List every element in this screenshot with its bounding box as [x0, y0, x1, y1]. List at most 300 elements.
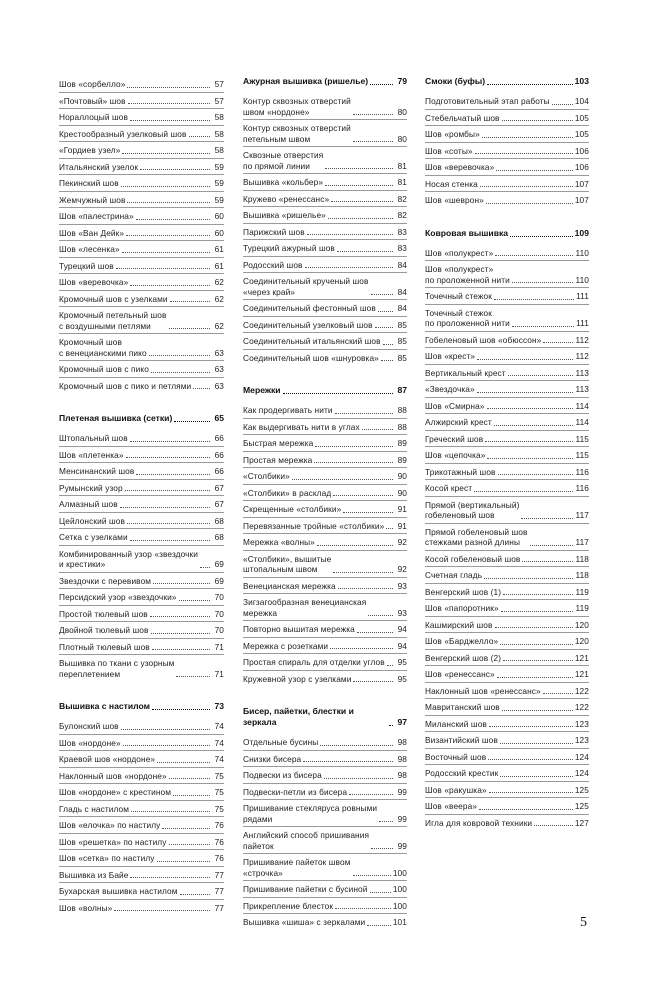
entry-title: Турецкий ажурный шов: [243, 243, 335, 253]
entry-title: Шов «Ван Дейк»: [59, 227, 125, 238]
entry-page: 84: [397, 259, 407, 270]
entry-page: 113: [575, 384, 589, 394]
entry-page: 93: [397, 607, 407, 618]
entry-page: 95: [397, 657, 407, 667]
entry-page: 85: [397, 336, 407, 346]
toc-entry[interactable]: [425, 815, 589, 831]
toc-entry[interactable]: [59, 784, 224, 801]
toc-entry[interactable]: [59, 258, 224, 275]
entry-page: 59: [214, 178, 224, 188]
entry-page: 68: [214, 515, 224, 526]
dot-leader: [503, 594, 573, 595]
entry-page: 117: [575, 537, 589, 547]
dot-leader: [169, 328, 210, 329]
dot-leader: [130, 441, 210, 442]
dot-leader: [475, 153, 573, 154]
toc-entry[interactable]: [425, 584, 589, 601]
dot-leader: [126, 457, 210, 458]
toc-entry[interactable]: [243, 551, 407, 578]
entry-page: 120: [574, 636, 589, 646]
entry-title: Пришивание пайетки с бусиной: [243, 884, 368, 894]
entry-page: 88: [397, 421, 407, 432]
entry-title: Соединительный крученый шов «через край»: [243, 276, 369, 297]
entry-title: «Почтовый» шов: [59, 95, 126, 106]
toc-entry[interactable]: [243, 207, 407, 224]
toc-entry[interactable]: [59, 241, 224, 258]
toc-entry[interactable]: [425, 332, 589, 349]
dot-leader: [357, 632, 393, 633]
toc-entry[interactable]: [243, 435, 407, 452]
dot-leader: [543, 693, 573, 694]
entry-title: Как выдергивать нити в углах: [243, 421, 360, 432]
toc-entry[interactable]: [59, 655, 224, 681]
toc-entry[interactable]: [243, 257, 407, 274]
toc-entry[interactable]: [59, 430, 224, 447]
entry-page: 70: [214, 608, 224, 619]
section-header[interactable]: [59, 413, 224, 424]
toc-entry[interactable]: [59, 546, 224, 573]
dot-leader: [479, 809, 573, 810]
toc-entry[interactable]: [243, 224, 407, 241]
toc-entry[interactable]: [425, 176, 589, 193]
toc-entry[interactable]: [59, 126, 224, 143]
dot-leader: [153, 583, 210, 584]
toc-entry[interactable]: [59, 208, 224, 225]
toc-entry[interactable]: [243, 578, 407, 595]
toc-entry[interactable]: [59, 834, 224, 851]
entry-page: 76: [214, 836, 224, 847]
toc-entry[interactable]: [59, 225, 224, 242]
toc-entry[interactable]: [59, 175, 224, 192]
toc-entry[interactable]: [243, 317, 407, 334]
dot-leader: [487, 408, 574, 409]
entry-page: 115: [575, 450, 589, 460]
entry-page: 69: [214, 559, 224, 569]
dot-leader: [497, 677, 573, 678]
dot-leader: [170, 301, 210, 302]
toc-entry[interactable]: [425, 381, 589, 398]
entry-title: «Столбики»: [243, 471, 290, 481]
entry-page: 104: [574, 96, 589, 106]
entry-title: Контур сквозных отверстий петельным швом: [243, 123, 351, 144]
entry-title: Кромочный петельный шов с воздушными петлями: [59, 310, 167, 331]
dot-leader: [495, 255, 573, 256]
entry-page: 75: [214, 770, 224, 781]
toc-entry[interactable]: [59, 192, 224, 209]
entry-page: 77: [214, 886, 224, 896]
toc-entry[interactable]: [425, 126, 589, 143]
dot-leader: [162, 828, 210, 829]
dot-leader: [353, 141, 393, 142]
entry-title: Бухарская вышивка настилом: [59, 886, 178, 896]
entry-title: Шов «шеврон»: [425, 195, 484, 205]
entry-title: Шов «плетенка»: [59, 449, 124, 460]
dot-leader: [283, 393, 393, 394]
entry-title: Наклонный шов «ренессанс»: [425, 685, 541, 696]
toc-entry[interactable]: [59, 463, 224, 480]
toc-entry[interactable]: [425, 798, 589, 815]
entry-title: Шов «папоротник»: [425, 603, 499, 613]
toc-entry[interactable]: [243, 671, 407, 687]
entry-title: Подвески из бисера: [243, 770, 322, 780]
entry-page: 70: [214, 592, 224, 602]
toc-entry[interactable]: [243, 402, 407, 419]
toc-entry[interactable]: [243, 93, 407, 120]
section-header[interactable]: [59, 701, 224, 712]
entry-title: Подготовительный этап работы: [425, 96, 550, 106]
toc-entry[interactable]: [59, 900, 224, 916]
toc-entry[interactable]: [243, 419, 407, 436]
section-header[interactable]: [243, 706, 407, 728]
toc-entry[interactable]: [59, 109, 224, 126]
dot-leader: [500, 644, 573, 645]
section-header[interactable]: [425, 76, 589, 87]
entry-page: 71: [214, 668, 224, 679]
entry-title: Миланский шов: [425, 718, 487, 729]
toc-entry[interactable]: [425, 666, 589, 683]
entry-page: 116: [575, 483, 589, 493]
toc-entry[interactable]: [59, 883, 224, 900]
entry-title: Соединительный шов «шнуровка»: [243, 352, 379, 363]
dot-leader: [169, 844, 211, 845]
toc-entry[interactable]: [59, 867, 224, 884]
toc-entry[interactable]: [59, 768, 224, 785]
entry-title: Шов «волны»: [59, 902, 113, 913]
toc-entry[interactable]: [243, 147, 407, 174]
toc-entry[interactable]: [243, 120, 407, 147]
toc-entry[interactable]: [59, 274, 224, 291]
entry-title: Вышивка «шиша» с зеркалами: [243, 917, 366, 927]
toc-entry[interactable]: [425, 749, 589, 766]
dot-leader: [325, 168, 393, 169]
toc-entry[interactable]: [425, 497, 589, 524]
entry-page: 117: [575, 510, 589, 520]
toc-entry[interactable]: [243, 333, 407, 350]
toc-entry[interactable]: [59, 378, 224, 394]
entry-title: Соединительный узелковый шов: [243, 319, 373, 330]
toc-entry[interactable]: [59, 573, 224, 590]
toc-entry[interactable]: [243, 485, 407, 502]
toc-column-1: [59, 76, 224, 935]
toc-entry[interactable]: [59, 735, 224, 752]
toc-entry[interactable]: [59, 513, 224, 530]
toc-entry[interactable]: [425, 365, 589, 382]
toc-entry[interactable]: [243, 350, 407, 366]
toc-entry[interactable]: [59, 76, 224, 93]
dot-leader: [512, 282, 574, 283]
toc-entry[interactable]: [425, 447, 589, 464]
section-header[interactable]: [243, 76, 407, 87]
entry-title: Шов «Смирна»: [425, 400, 485, 411]
dot-leader: [335, 908, 391, 909]
entry-page: 92: [397, 537, 407, 547]
toc-entry[interactable]: [425, 305, 589, 332]
toc-entry[interactable]: [425, 617, 589, 634]
toc-entry[interactable]: [243, 501, 407, 518]
entry-title: Шов «соты»: [425, 145, 473, 156]
toc-entry[interactable]: [243, 898, 407, 915]
entry-title: Сквозные отверстия по прямой линии: [243, 150, 324, 171]
toc-entry[interactable]: [425, 732, 589, 749]
dot-leader: [152, 649, 210, 650]
entry-title: Греческий шов: [425, 433, 484, 444]
entry-page: 66: [214, 466, 224, 476]
entry-page: 60: [214, 211, 224, 221]
toc-entry[interactable]: [59, 622, 224, 639]
section-page: 109: [574, 227, 589, 238]
toc-entry[interactable]: [59, 142, 224, 159]
toc-entry[interactable]: [243, 784, 407, 801]
toc-entry[interactable]: [243, 191, 407, 208]
dot-leader: [151, 633, 210, 634]
toc-entry[interactable]: [243, 518, 407, 535]
toc-entry[interactable]: [243, 273, 407, 300]
entry-page: 59: [214, 194, 224, 205]
entry-title: Жемчужный шов: [59, 194, 126, 205]
entry-page: 123: [574, 718, 589, 729]
dot-leader: [325, 185, 393, 186]
toc-entry[interactable]: [59, 334, 224, 361]
toc-entry[interactable]: [243, 300, 407, 317]
toc-entry[interactable]: [59, 751, 224, 768]
toc-entry[interactable]: [243, 734, 407, 751]
entry-page: 124: [574, 768, 589, 778]
dot-leader: [343, 512, 393, 513]
entry-title: Кромочный шов с венецианскими пико: [59, 337, 147, 358]
entry-title: Гладь с настилом: [59, 803, 130, 814]
dot-leader: [480, 186, 573, 187]
toc-entry[interactable]: [425, 551, 589, 568]
toc-entry[interactable]: [59, 291, 224, 308]
entry-title: Византийский шов: [425, 735, 498, 745]
toc-entry[interactable]: [425, 524, 589, 551]
dot-leader: [292, 479, 393, 480]
toc-entry[interactable]: [59, 589, 224, 606]
toc-entry[interactable]: [243, 800, 407, 827]
dot-leader: [169, 778, 210, 779]
entry-title: Вышивка из Байе: [59, 869, 129, 880]
entry-page: 93: [397, 580, 407, 591]
section-page: 73: [214, 701, 224, 711]
dot-leader: [149, 355, 210, 356]
toc-entry[interactable]: [59, 801, 224, 818]
toc-entry[interactable]: [425, 480, 589, 497]
toc-entry[interactable]: [59, 639, 224, 656]
entry-page: 66: [214, 433, 224, 443]
entry-title: Шов «решетка» по настилу: [59, 836, 167, 847]
section-title: Ковровая вышивка: [425, 227, 509, 238]
entry-page: 105: [574, 112, 589, 123]
entry-page: 57: [214, 79, 224, 89]
entry-title: «Гордиев узел»: [59, 145, 121, 155]
dot-leader: [370, 84, 393, 85]
section-header[interactable]: [425, 228, 589, 239]
dot-leader: [317, 545, 393, 546]
dot-leader: [371, 294, 393, 295]
toc-entry[interactable]: [243, 638, 407, 655]
toc-entry[interactable]: [243, 914, 407, 930]
entry-title: Двойной тюлевый шов: [59, 625, 149, 635]
dot-leader: [367, 925, 391, 926]
toc-entry[interactable]: [59, 817, 224, 834]
entry-page: 114: [575, 400, 589, 411]
entry-title: Комбинированный узор «звездочки и крестики»: [59, 548, 199, 569]
entry-title: Шов «веревочка»: [59, 277, 129, 287]
toc-entry[interactable]: [425, 348, 589, 365]
toc-entry[interactable]: [425, 261, 589, 288]
entry-title: Кашмирский шов: [425, 619, 493, 630]
toc-entry[interactable]: [425, 633, 589, 650]
dot-leader: [508, 375, 574, 376]
toc-entry[interactable]: [59, 718, 224, 735]
entry-page: 76: [214, 820, 224, 830]
toc-entry[interactable]: [59, 496, 224, 513]
toc-entry[interactable]: [243, 240, 407, 257]
dot-leader: [362, 429, 393, 430]
entry-title: Шов «елочка» по настилу: [59, 820, 161, 830]
dot-leader: [510, 236, 573, 237]
toc-entry[interactable]: [425, 782, 589, 799]
toc-entry[interactable]: [243, 751, 407, 768]
toc-entry[interactable]: [243, 468, 407, 485]
toc-entry[interactable]: [59, 850, 224, 867]
entry-title: Стебельчатый шов: [425, 112, 500, 123]
toc-entry[interactable]: [425, 650, 589, 667]
dot-leader: [489, 726, 573, 727]
dot-leader: [333, 572, 393, 573]
toc-entry[interactable]: [425, 716, 589, 733]
toc-entry[interactable]: [243, 854, 407, 881]
entry-title: Соединительный фестонный шов: [243, 303, 376, 313]
entry-title: Вышивка «кольбер»: [243, 177, 324, 187]
toc-entry[interactable]: [425, 159, 589, 176]
dot-leader: [389, 725, 393, 726]
toc-entry[interactable]: [425, 414, 589, 431]
toc-entry[interactable]: [425, 600, 589, 617]
toc-entry[interactable]: [425, 93, 589, 110]
toc-column-3: [425, 76, 589, 850]
toc-entry[interactable]: [425, 288, 589, 305]
toc-entry[interactable]: [425, 398, 589, 415]
entry-page: 62: [214, 277, 224, 287]
entry-page: 66: [214, 449, 224, 460]
toc-entry[interactable]: [425, 464, 589, 481]
entry-page: 91: [397, 504, 407, 514]
dot-leader: [315, 446, 393, 447]
entry-title: Венгерский шов (2): [425, 652, 502, 663]
entry-title: «Столбики» в расклад: [243, 487, 332, 498]
dot-leader: [151, 372, 210, 373]
entry-title: Как продергивать нити: [243, 405, 333, 415]
entry-title: Пришивание пайеток швом «строчка»: [243, 857, 351, 878]
toc-entry[interactable]: [243, 534, 407, 551]
entry-page: 125: [574, 801, 589, 811]
entry-page: 89: [397, 454, 407, 465]
toc-section: [59, 701, 224, 915]
toc-entry[interactable]: [425, 143, 589, 160]
entry-page: 98: [397, 770, 407, 780]
entry-page: 68: [214, 532, 224, 542]
entry-page: 83: [397, 226, 407, 237]
section-title: Бисер, пайетки, блестки и зеркала: [243, 706, 354, 727]
entry-title: Игла для ковровой техники: [425, 817, 533, 828]
dot-leader: [121, 729, 210, 730]
section-page: 79: [397, 76, 407, 86]
entry-title: Шов «полукрест» по проложенной нити: [425, 264, 510, 285]
entry-page: 107: [574, 178, 589, 189]
dot-leader: [176, 676, 210, 677]
dot-leader: [338, 588, 393, 589]
entry-page: 110: [575, 247, 589, 258]
toc-entry[interactable]: [59, 307, 224, 334]
toc-entry[interactable]: [425, 683, 589, 700]
toc-entry[interactable]: [425, 192, 589, 208]
toc-entry[interactable]: [59, 361, 224, 378]
toc-entry[interactable]: [425, 431, 589, 448]
entry-page: 106: [574, 162, 589, 172]
dot-leader: [349, 794, 393, 795]
toc-entry[interactable]: [425, 245, 589, 262]
toc-section: [243, 706, 407, 930]
toc-section: [425, 228, 589, 831]
entry-page: 62: [214, 293, 224, 304]
toc-entry[interactable]: [243, 452, 407, 469]
entry-title: Венецианская мережка: [243, 580, 336, 591]
entry-title: Штопальный шов: [59, 433, 128, 443]
toc-entry[interactable]: [59, 606, 224, 623]
toc-entry[interactable]: [243, 827, 407, 854]
entry-page: 105: [574, 129, 589, 139]
entry-page: 94: [397, 624, 407, 634]
dot-leader: [487, 84, 573, 85]
toc-entry[interactable]: [59, 159, 224, 176]
dot-leader: [494, 299, 574, 300]
toc-entry[interactable]: [243, 654, 407, 671]
entry-page: 125: [574, 784, 589, 795]
entry-title: Турецкий шов: [59, 260, 114, 271]
entry-title: Шов «крест»: [425, 351, 476, 361]
dot-leader: [179, 600, 210, 601]
toc-entry[interactable]: [243, 767, 407, 784]
dot-leader: [152, 709, 210, 710]
toc-entry[interactable]: [243, 174, 407, 191]
entry-title: Алжирский крест: [425, 417, 492, 427]
toc-entry[interactable]: [425, 567, 589, 584]
toc-entry[interactable]: [59, 480, 224, 497]
entry-page: 57: [214, 95, 224, 106]
toc-entry[interactable]: [59, 447, 224, 464]
toc-entry[interactable]: [425, 699, 589, 716]
dot-leader: [330, 648, 393, 649]
entry-page: 119: [575, 603, 589, 613]
section-header[interactable]: [243, 385, 407, 396]
dot-leader: [127, 202, 210, 203]
entry-page: 82: [397, 210, 407, 220]
toc-entry[interactable]: [59, 529, 224, 546]
entry-page: 119: [575, 586, 589, 597]
entry-page: 123: [574, 735, 589, 745]
toc-entry[interactable]: [243, 881, 407, 898]
entry-page: 76: [214, 853, 224, 863]
toc-entry[interactable]: [425, 765, 589, 782]
dot-leader: [378, 311, 393, 312]
dot-leader: [130, 285, 210, 286]
toc-entry[interactable]: [425, 110, 589, 127]
toc-entry[interactable]: [243, 621, 407, 638]
toc-entry[interactable]: [243, 594, 407, 621]
toc-entry[interactable]: [59, 93, 224, 110]
dot-leader: [157, 861, 210, 862]
